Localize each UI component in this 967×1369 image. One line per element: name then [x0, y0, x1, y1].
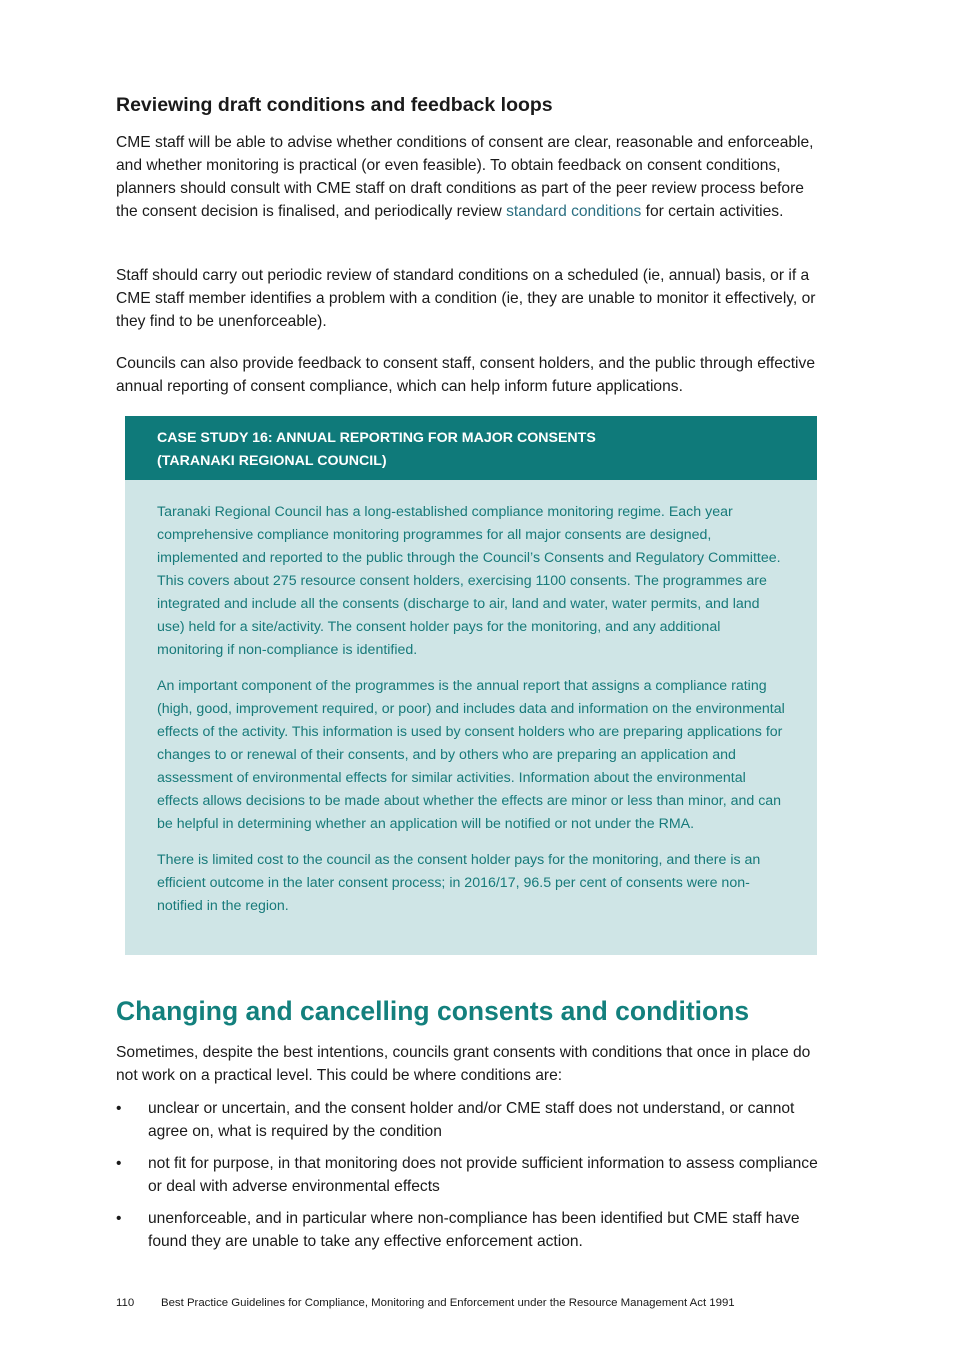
case-study-box — [125, 416, 817, 955]
case-study-paragraph: There is limited cost to the council as the consent holder pays for the monitoring, and there is an efficient outcome in the later consent process; in 2016/17, 96.5 per cent of consents were non-notified in the region. — [157, 852, 761, 914]
page-number: 110 — [116, 1297, 135, 1309]
list-item — [116, 1152, 818, 1198]
case-study-paragraph: An important component of the programmes is the annual report that assigns a compliance rating (high, good, improvement required, or poor) and includes data and information on the environmental effects of the activity. This information is used by consent holders who are preparing applications for changes to or renewal of their consents, and by others who are preparing an application and assessment of environmental effects for similar activities. Information about the environmental effects allows decisions to be made about whether the effects are minor or less than minor, and can be helpful in determining whether an application will be notified or not under the RMA. — [157, 678, 785, 832]
standard-conditions-link[interactable]: standard conditions — [506, 203, 642, 220]
case-study-body — [125, 480, 817, 918]
paragraph-text: for certain activities. — [641, 203, 784, 220]
case-study-paragraph: Taranaki Regional Council has a long-established compliance monitoring regime. Each year comprehensive compliance monitoring programmes for all major consents are designed, implemented and reported to the public through the Council’s Consents and Regulatory Committee. This covers about 275 resource consent holders, exercising 1100 consents. The programmes are integrated and include all the consents (discharge to air, land and water, water permits, and land use) held for a site/activity. The consent holder pays for the monitoring, and any additional monitoring if non-compliance is identified. — [157, 504, 781, 658]
paragraph-periodic-review: Staff should carry out periodic review of standard conditions on a scheduled (ie, annual) basis, or if a CME staff member identifies a problem with a condition (ie, they are unable to monitor it effectively, or they find to be unenforceable). — [116, 267, 816, 330]
paragraph-feedback: Councils can also provide feedback to consent staff, consent holders, and the public through effective annual reporting of consent compliance, which can help inform future applications. — [116, 355, 815, 395]
page-footer — [116, 1297, 735, 1309]
case-study-title-line2: (TARANAKI REGIONAL COUNCIL) — [157, 453, 387, 469]
case-study-header — [125, 416, 817, 480]
case-study-title — [157, 427, 785, 473]
paragraph-text: CME staff will be able to advise whether conditions of consent are clear, reasonable and enforceable, and whether monitoring is practical (or even feasible). To obtain feedback on consent conditions, planners should consult with CME staff on draft conditions as part of the peer review process before the consent decision is finalised, and periodically review — [116, 134, 814, 220]
section-heading-changing: Changing and cancelling consents and conditions — [116, 996, 750, 1026]
list-item-text: unclear or uncertain, and the consent holder and/or CME staff does not understand, or cannot agree on, what is required by the condition — [148, 1100, 795, 1140]
list-item-text: not fit for purpose, in that monitoring does not provide sufficient information to assess compliance or deal with adverse environmental effects — [148, 1155, 818, 1195]
bullet-icon: • — [116, 1155, 122, 1172]
bullet-icon: • — [116, 1100, 122, 1117]
list-item — [116, 1207, 818, 1253]
paragraph-cme-advice — [116, 131, 818, 223]
list-item — [116, 1097, 818, 1143]
section-heading-reviewing: Reviewing draft conditions and feedback loops — [116, 94, 553, 116]
footer-document-title: Best Practice Guidelines for Compliance, Monitoring and Enforcement under the Resource Management Act 1991 — [161, 1297, 735, 1309]
case-study-title-line1: CASE STUDY 16: ANNUAL REPORTING FOR MAJOR CONSENTS — [157, 430, 596, 446]
list-item-text: unenforceable, and in particular where non-compliance has been identified but CME staff have found they are unable to take any effective enforcement action. — [148, 1210, 800, 1250]
conditions-bullet-list — [116, 1097, 818, 1262]
bullet-icon: • — [116, 1210, 122, 1227]
paragraph-intro: Sometimes, despite the best intentions, councils grant consents with conditions that once in place do not work on a practical level. This could be where conditions are: — [116, 1044, 811, 1084]
